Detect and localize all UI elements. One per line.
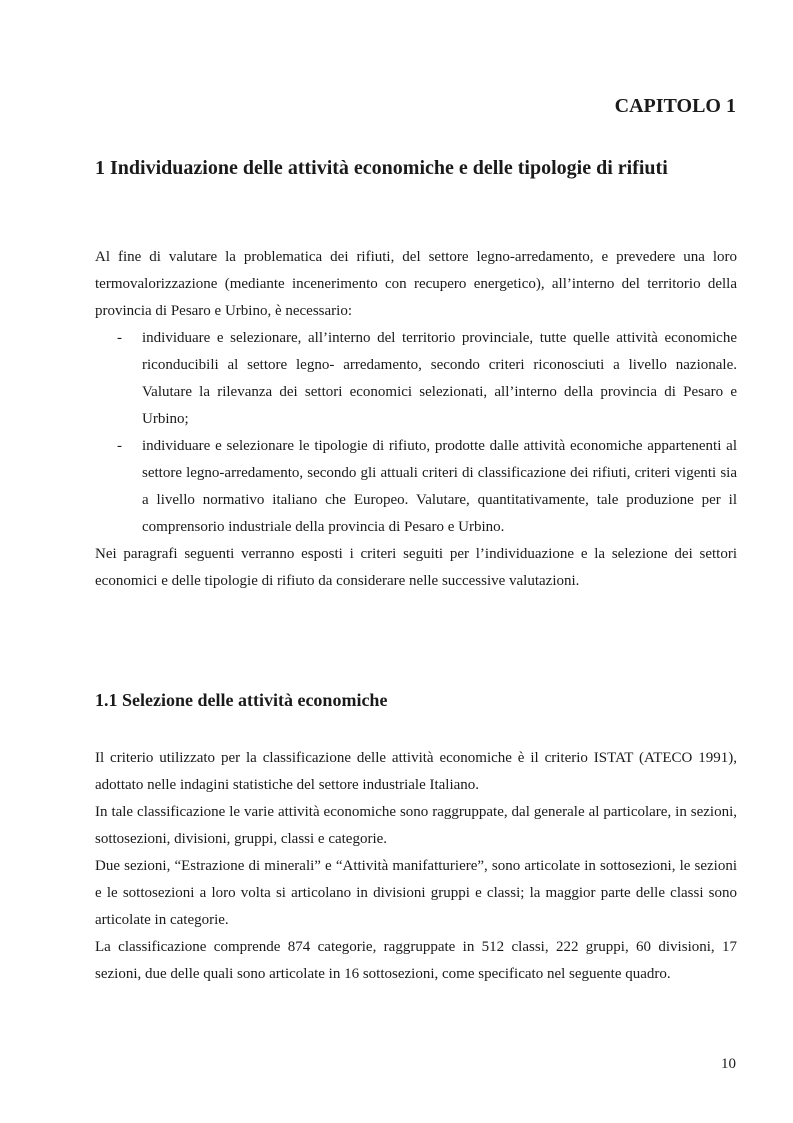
requirements-list xyxy=(95,325,737,541)
intro-paragraph: Al fine di valutare la problematica dei rifiuti, del settore legno-arredamento, e prevedere una loro termovalorizzazione (mediante incenerimento con recupero energetico), all’interno del territorio della provincia di Pesaro e Urbino, è necessario: xyxy=(95,249,737,319)
list-bullet: - xyxy=(117,330,122,346)
list-item xyxy=(95,325,737,433)
section-heading: 1 Individuazione delle attività economiche e delle tipologie di rifiuti xyxy=(95,157,668,179)
chapter-label: CAPITOLO 1 xyxy=(614,95,736,117)
page-number: 10 xyxy=(721,1056,736,1072)
body-paragraph: Il criterio utilizzato per la classificazione delle attività economiche è il criterio ISTAT (ATECO 1991), adottato nelle indagini statistiche del settore industriale Italiano. xyxy=(95,750,737,793)
subsection-body xyxy=(95,745,737,988)
body-paragraph: In tale classificazione le varie attività economiche sono raggruppate, dal generale al particolare, in sezioni, sottosezioni, divisioni, gruppi, classi e categorie. xyxy=(95,804,737,847)
subsection-heading: 1.1 Selezione delle attività economiche xyxy=(95,690,388,710)
intro-block xyxy=(95,244,737,595)
list-item-text: individuare e selezionare le tipologie di rifiuto, prodotte dalle attività economiche appartenenti al settore legno-arredamento, secondo gli attuali criteri di classificazione dei rifiuti, criteri vigenti sia a livello normativo italiano che Europeo. Valutare, quantitativamente, tale produzione per il comprensorio industriale della provincia di Pesaro e Urbino. xyxy=(142,438,737,535)
list-item xyxy=(95,433,737,541)
body-paragraph: La classificazione comprende 874 categorie, raggruppate in 512 classi, 222 gruppi, 60 divisioni, 17 sezioni, due delle quali sono articolate in 16 sottosezioni, come specificato nel seguente quadro. xyxy=(95,939,737,982)
list-bullet: - xyxy=(117,438,122,454)
list-item-text: individuare e selezionare, all’interno del territorio provinciale, tutte quelle attività economiche riconducibili al settore legno- arredamento, secondo criteri riconosciuti a livello nazionale. Valutare la rilevanza dei settori economici selezionati, all’interno della provincia di Pesaro e Urbino; xyxy=(142,330,737,427)
outro-paragraph: Nei paragrafi seguenti verranno esposti i criteri seguiti per l’individuazione e la selezione dei settori economici e delle tipologie di rifiuto da considerare nelle successive valutazioni. xyxy=(95,546,737,589)
body-paragraph: Due sezioni, “Estrazione di minerali” e “Attività manifatturiere”, sono articolate in sottosezioni, le sezioni e le sottosezioni a loro volta si articolano in divisioni gruppi e classi; la maggior parte delle classi sono articolate in categorie. xyxy=(95,858,737,928)
